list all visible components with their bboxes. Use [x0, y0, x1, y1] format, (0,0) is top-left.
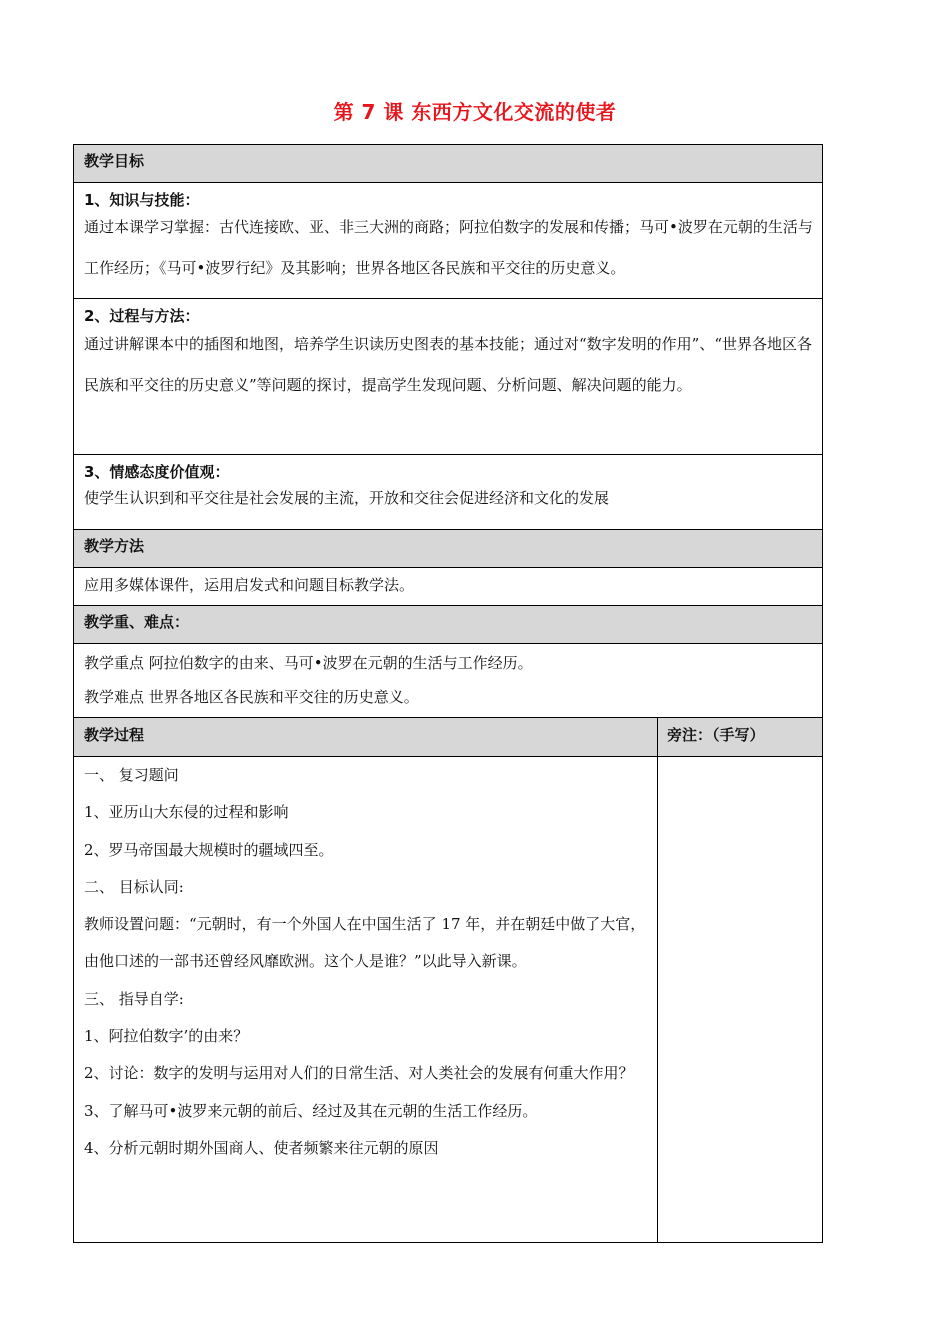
goal-knowledge-text: 通过本课学习掌握：古代连接欧、亚、非三大洲的商路；阿拉伯数字的发展和传播；马可•波罗在元朝的生活与工作经历；《马可•波罗行纪》及其影响；世界各地区各民族和平交往的历史意义。: [84, 218, 813, 277]
procedure-line: 一、 复习题问: [84, 766, 179, 784]
procedure-line: 2、罗马帝国最大规模时的疆域四至。: [84, 840, 334, 859]
goal-process-text: 通过讲解课本中的插图和地图，培养学生识读历史图表的基本技能；通过对“数字发明的作用”、“世界各地区各民族和平交往的历史意义”等问题的探讨，提高学生发现问题、分析问题、解决问题的能力。: [84, 335, 813, 394]
goal-process-cell: [74, 299, 822, 455]
procedure-line: 2、讨论：数字的发明与运用对人们的日常生活、对人类社会的发展有何重大作用？: [84, 1064, 634, 1083]
procedure-line: 三、 指导自学:: [84, 989, 184, 1008]
goal-knowledge-cell: [74, 183, 822, 299]
side-notes-header: 旁注：（手写）: [667, 726, 765, 744]
keypoints-cell: [74, 644, 822, 718]
goal-emotion-cell: [74, 455, 822, 530]
keypoints-key-text: 教学重点 阿拉伯数字的由来、马可•波罗在元朝的生活与工作经历。: [84, 654, 533, 672]
procedure-line: 4、分析元朝时期外国商人、使者频繁来往元朝的原因: [84, 1138, 439, 1157]
procedure-line: 1、阿拉伯数字’的由来？: [84, 1027, 249, 1046]
goal-emotion-heading: 3、情感态度价值观：: [84, 463, 230, 481]
procedure-line: 教师设置问题：“元朝时，有一个外国人在中国生活了 17 年，并在朝廷中做了大官，由他口述的一部书还曾经风靡欧洲。这个人是谁？”以此导入新课。: [84, 915, 646, 971]
section-header-procedure: 教学过程: [84, 726, 145, 744]
column-divider: [657, 718, 658, 1243]
method-cell: [74, 568, 822, 606]
procedure-line: 3、了解马可•波罗来元朝的前后、经过及其在元朝的生活工作经历。: [84, 1101, 538, 1120]
keypoints-difficulty-text: 教学难点 世界各地区各民族和平交往的历史意义。: [84, 688, 419, 706]
section-header-keypoints: 教学重、难点：: [74, 606, 822, 644]
page-title: 第 7 课 东西方文化交流的使者: [333, 100, 617, 124]
goal-knowledge-heading: 1、知识与技能：: [84, 191, 200, 209]
section-header-goals: 教学目标: [74, 145, 822, 183]
procedure-line: 1、亚历山大东侵的过程和影响: [84, 803, 289, 822]
method-text: 应用多媒体课件，运用启发式和问题目标教学法。: [84, 576, 415, 594]
procedure-line: 二、 目标认同:: [84, 877, 184, 896]
procedure-body: [74, 757, 657, 1167]
goal-process-heading: 2、过程与方法：: [84, 307, 200, 325]
lesson-plan-table: [73, 144, 823, 1243]
goal-emotion-text: 使学生认识到和平交往是社会发展的主流，开放和交往会促进经济和文化的发展: [84, 489, 610, 507]
section-header-method: 教学方法: [74, 530, 822, 568]
